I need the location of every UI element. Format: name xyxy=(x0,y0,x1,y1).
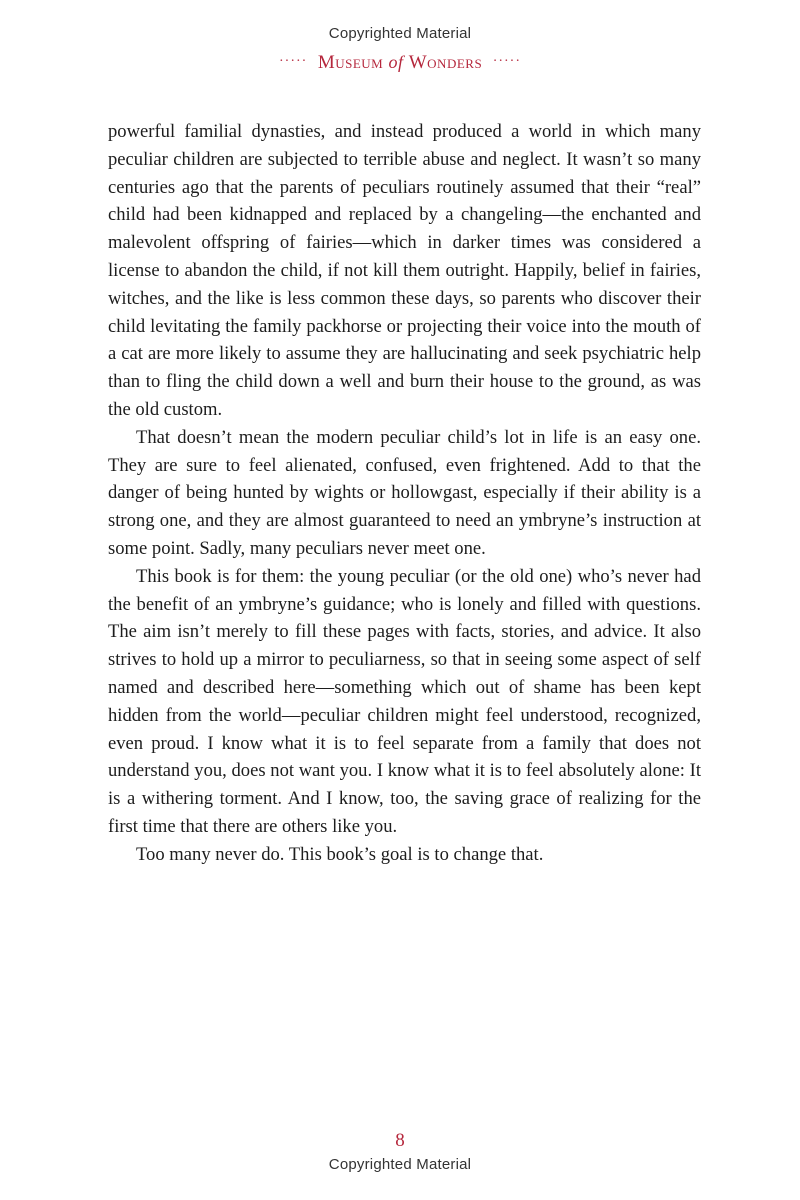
page-number: 8 xyxy=(395,1130,405,1151)
running-head-word-of: of xyxy=(388,52,404,72)
body-text xyxy=(108,118,701,869)
running-head-right-dots: ····· xyxy=(492,54,521,69)
paragraph-continued: powerful familial dynasties, and instead produced a world in which many peculiar children are subjected to terrible abuse and neglect. It wasn’t so many centuries ago that the parents of peculiars routinely assumed that their “real” child had been kidnapped and replaced by a changeling—the enchanted and malevolent offspring of fairies—which in darker times was considered a license to abandon the child, if not kill them outright. Happily, belief in fairies, witches, and the like is less common these days, so parents who discover their child levitating the family packhorse or projecting their voice into the mouth of a cat are more likely to assume they are hallucinating and seek psychiatric help than to fling the child down a well and burn their house to the ground, as was the old custom. xyxy=(108,121,701,420)
running-head xyxy=(0,52,800,74)
paragraph: That doesn’t mean the modern peculiar child’s lot in life is an easy one. They are sure to feel alienated, confused, even frightened. Add to that the danger of being hunted by wights or hollowgast, especially if their ability is a strong one, and they are almost guaranteed to need an ymbryne’s instruction at some point. Sadly, many peculiars never meet one. xyxy=(108,426,701,559)
copyright-watermark-bottom: Copyrighted Material xyxy=(328,1156,472,1173)
running-head-left-dots: ····· xyxy=(279,54,308,69)
paragraph: Too many never do. This book’s goal is to change that. xyxy=(136,843,544,865)
running-head-word-museum: Museum xyxy=(317,52,384,73)
copyright-watermark-top: Copyrighted Material xyxy=(328,25,472,42)
running-head-word-wonders: Wonders xyxy=(408,52,483,73)
paragraph: This book is for them: the young peculiar (or the old one) who’s never had the benefit of an ymbryne’s guidance; who is lonely and filled with questions. The aim isn’t merely to fill these pages with facts, stories, and advice. It also strives to hold up a mirror to peculiarness, so that in seeing some aspect of self named and described here—something which out of shame has been kept hidden from the world—peculiar children might feel understood, recognized, even proud. I know what it is to feel separate from a family that does not understand you, does not want you. I know what it is to feel absolutely alone: It is a withering torment. And I know, too, the saving grace of realizing for the first time that there are others like you. xyxy=(108,565,701,837)
